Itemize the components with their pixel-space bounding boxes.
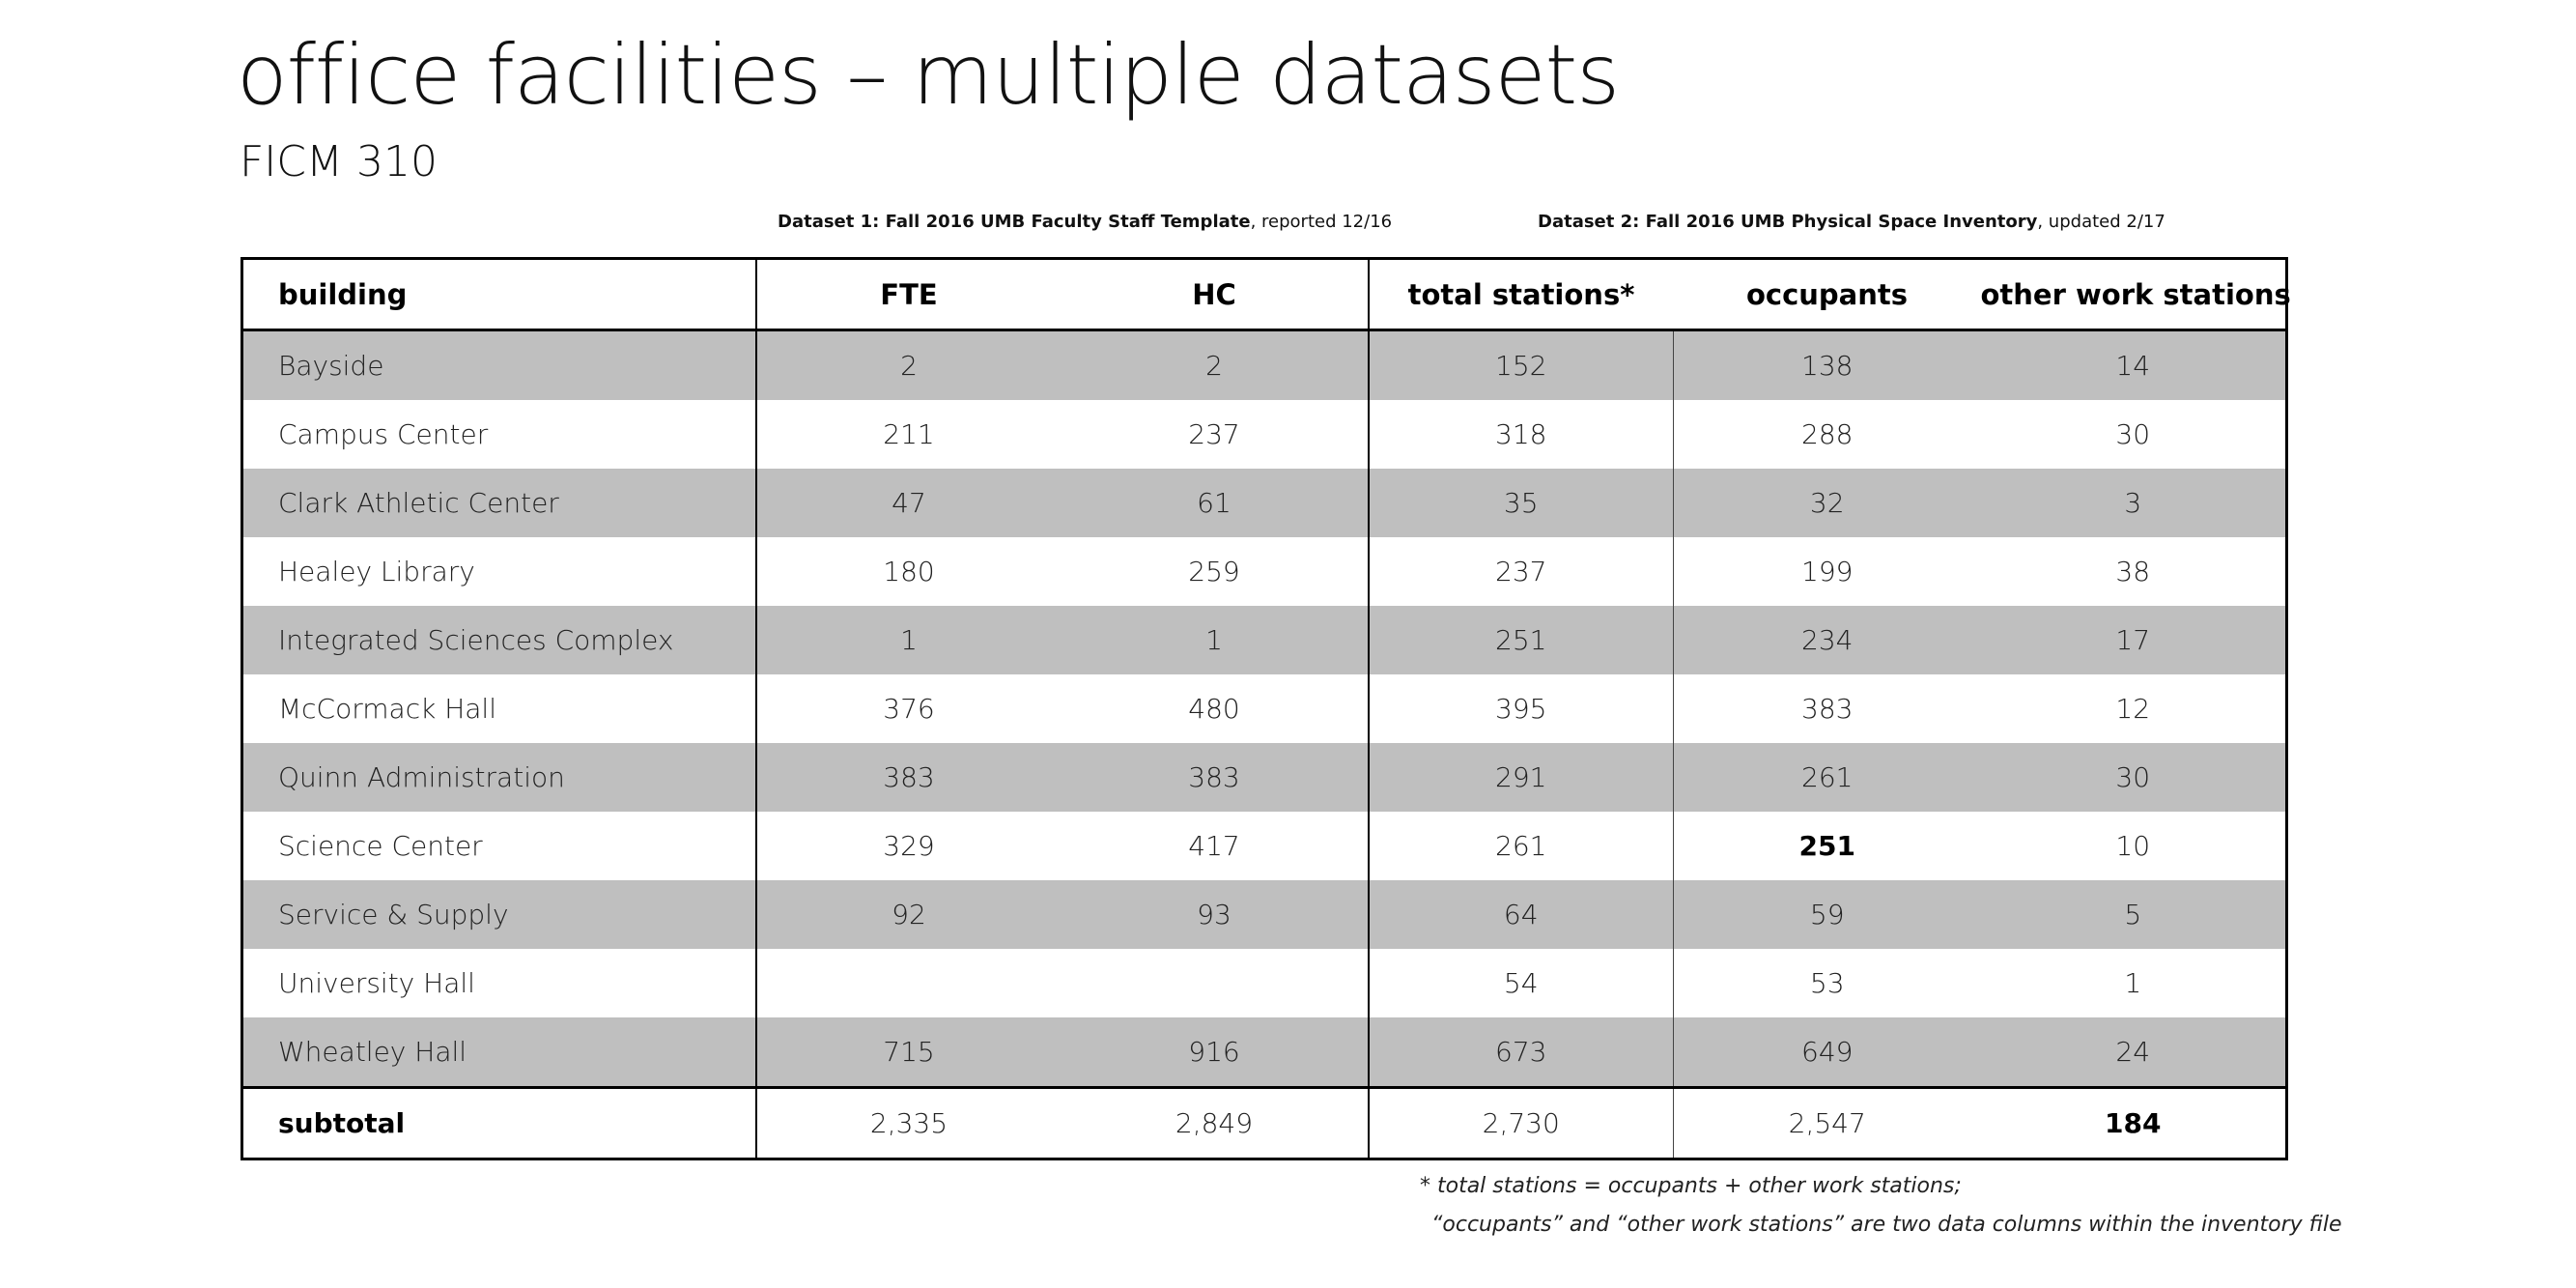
cell-hc: 383 xyxy=(1062,743,1369,812)
table-row xyxy=(242,606,2287,674)
cell-fte: 47 xyxy=(756,469,1062,537)
header-building: building xyxy=(242,259,756,330)
cell-other-work-stations: 3 xyxy=(1981,469,2287,537)
subtotal-other-work-stations: 184 xyxy=(1981,1088,2287,1159)
cell-fte: 92 xyxy=(756,880,1062,949)
dataset-2-name: Dataset 2: Fall 2016 UMB Physical Space Inventory xyxy=(1538,212,2038,232)
table-row xyxy=(242,469,2287,537)
dataset-2-date: , updated 2/17 xyxy=(2037,212,2166,232)
cell-occupants: 59 xyxy=(1674,880,1981,949)
table-row xyxy=(242,330,2287,401)
cell-occupants: 32 xyxy=(1674,469,1981,537)
header-occupants: occupants xyxy=(1674,259,1981,330)
cell-other-work-stations: 24 xyxy=(1981,1017,2287,1088)
cell-occupants: 251 xyxy=(1674,812,1981,880)
cell-total-stations: 291 xyxy=(1369,743,1674,812)
subtotal-label: subtotal xyxy=(242,1088,756,1159)
cell-fte: 180 xyxy=(756,537,1062,606)
cell-total-stations: 64 xyxy=(1369,880,1674,949)
cell-hc xyxy=(1062,949,1369,1017)
footnote-line-2: “occupants” and “other work stations” are two data columns within the inventory file xyxy=(1431,1213,2342,1237)
table-body xyxy=(242,330,2287,1159)
cell-building: Campus Center xyxy=(242,400,756,469)
cell-other-work-stations: 30 xyxy=(1981,743,2287,812)
cell-building: McCormack Hall xyxy=(242,674,756,743)
cell-occupants: 53 xyxy=(1674,949,1981,1017)
cell-fte: 2 xyxy=(756,330,1062,401)
dataset-1-name: Dataset 1: Fall 2016 UMB Faculty Staff Template xyxy=(778,212,1251,232)
cell-total-stations: 152 xyxy=(1369,330,1674,401)
table-row xyxy=(242,537,2287,606)
dataset-1-caption xyxy=(778,212,1392,232)
cell-hc: 417 xyxy=(1062,812,1369,880)
cell-total-stations: 261 xyxy=(1369,812,1674,880)
cell-fte: 383 xyxy=(756,743,1062,812)
cell-occupants: 261 xyxy=(1674,743,1981,812)
header-other-work-stations: other work stations xyxy=(1981,259,2287,330)
cell-other-work-stations: 30 xyxy=(1981,400,2287,469)
cell-total-stations: 673 xyxy=(1369,1017,1674,1088)
cell-building: Bayside xyxy=(242,330,756,401)
cell-hc: 2 xyxy=(1062,330,1369,401)
cell-total-stations: 35 xyxy=(1369,469,1674,537)
cell-building: University Hall xyxy=(242,949,756,1017)
subtotal-occupants: 2,547 xyxy=(1674,1088,1981,1159)
cell-other-work-stations: 17 xyxy=(1981,606,2287,674)
cell-other-work-stations: 5 xyxy=(1981,880,2287,949)
subtotal-fte: 2,335 xyxy=(756,1088,1062,1159)
facilities-table xyxy=(241,257,2291,1160)
table-row xyxy=(242,743,2287,812)
cell-fte: 211 xyxy=(756,400,1062,469)
table-row xyxy=(242,812,2287,880)
cell-building: Service & Supply xyxy=(242,880,756,949)
cell-total-stations: 237 xyxy=(1369,537,1674,606)
page-subtitle: FICM 310 xyxy=(240,137,438,186)
cell-hc: 1 xyxy=(1062,606,1369,674)
subtotal-hc: 2,849 xyxy=(1062,1088,1369,1159)
cell-other-work-stations: 38 xyxy=(1981,537,2287,606)
cell-hc: 259 xyxy=(1062,537,1369,606)
subtotal-total-stations: 2,730 xyxy=(1369,1088,1674,1159)
subtotal-row xyxy=(242,1088,2287,1159)
cell-building: Quinn Administration xyxy=(242,743,756,812)
cell-building: Healey Library xyxy=(242,537,756,606)
cell-total-stations: 251 xyxy=(1369,606,1674,674)
table-row xyxy=(242,674,2287,743)
header-hc: HC xyxy=(1062,259,1369,330)
cell-fte: 715 xyxy=(756,1017,1062,1088)
cell-hc: 61 xyxy=(1062,469,1369,537)
page-title: office facilities – multiple datasets xyxy=(237,27,1620,124)
cell-other-work-stations: 10 xyxy=(1981,812,2287,880)
cell-occupants: 199 xyxy=(1674,537,1981,606)
cell-occupants: 138 xyxy=(1674,330,1981,401)
header-fte: FTE xyxy=(756,259,1062,330)
cell-fte: 376 xyxy=(756,674,1062,743)
cell-other-work-stations: 14 xyxy=(1981,330,2287,401)
cell-occupants: 234 xyxy=(1674,606,1981,674)
cell-total-stations: 54 xyxy=(1369,949,1674,1017)
cell-other-work-stations: 12 xyxy=(1981,674,2287,743)
dataset-1-date: , reported 12/16 xyxy=(1250,212,1393,232)
table-row xyxy=(242,949,2287,1017)
cell-other-work-stations: 1 xyxy=(1981,949,2287,1017)
cell-hc: 237 xyxy=(1062,400,1369,469)
cell-fte xyxy=(756,949,1062,1017)
cell-building: Clark Athletic Center xyxy=(242,469,756,537)
table-row xyxy=(242,880,2287,949)
table-header-row xyxy=(242,259,2287,330)
cell-total-stations: 318 xyxy=(1369,400,1674,469)
dataset-2-caption xyxy=(1538,212,2166,232)
cell-hc: 93 xyxy=(1062,880,1369,949)
header-total-stations: total stations* xyxy=(1369,259,1674,330)
cell-occupants: 383 xyxy=(1674,674,1981,743)
table-row xyxy=(242,400,2287,469)
cell-occupants: 288 xyxy=(1674,400,1981,469)
cell-total-stations: 395 xyxy=(1369,674,1674,743)
cell-building: Integrated Sciences Complex xyxy=(242,606,756,674)
cell-hc: 480 xyxy=(1062,674,1369,743)
cell-building: Science Center xyxy=(242,812,756,880)
cell-occupants: 649 xyxy=(1674,1017,1981,1088)
cell-fte: 329 xyxy=(756,812,1062,880)
table-row xyxy=(242,1017,2287,1088)
cell-building: Wheatley Hall xyxy=(242,1017,756,1088)
cell-fte: 1 xyxy=(756,606,1062,674)
cell-hc: 916 xyxy=(1062,1017,1369,1088)
footnote-line-1: * total stations = occupants + other work stations; xyxy=(1420,1174,1962,1198)
